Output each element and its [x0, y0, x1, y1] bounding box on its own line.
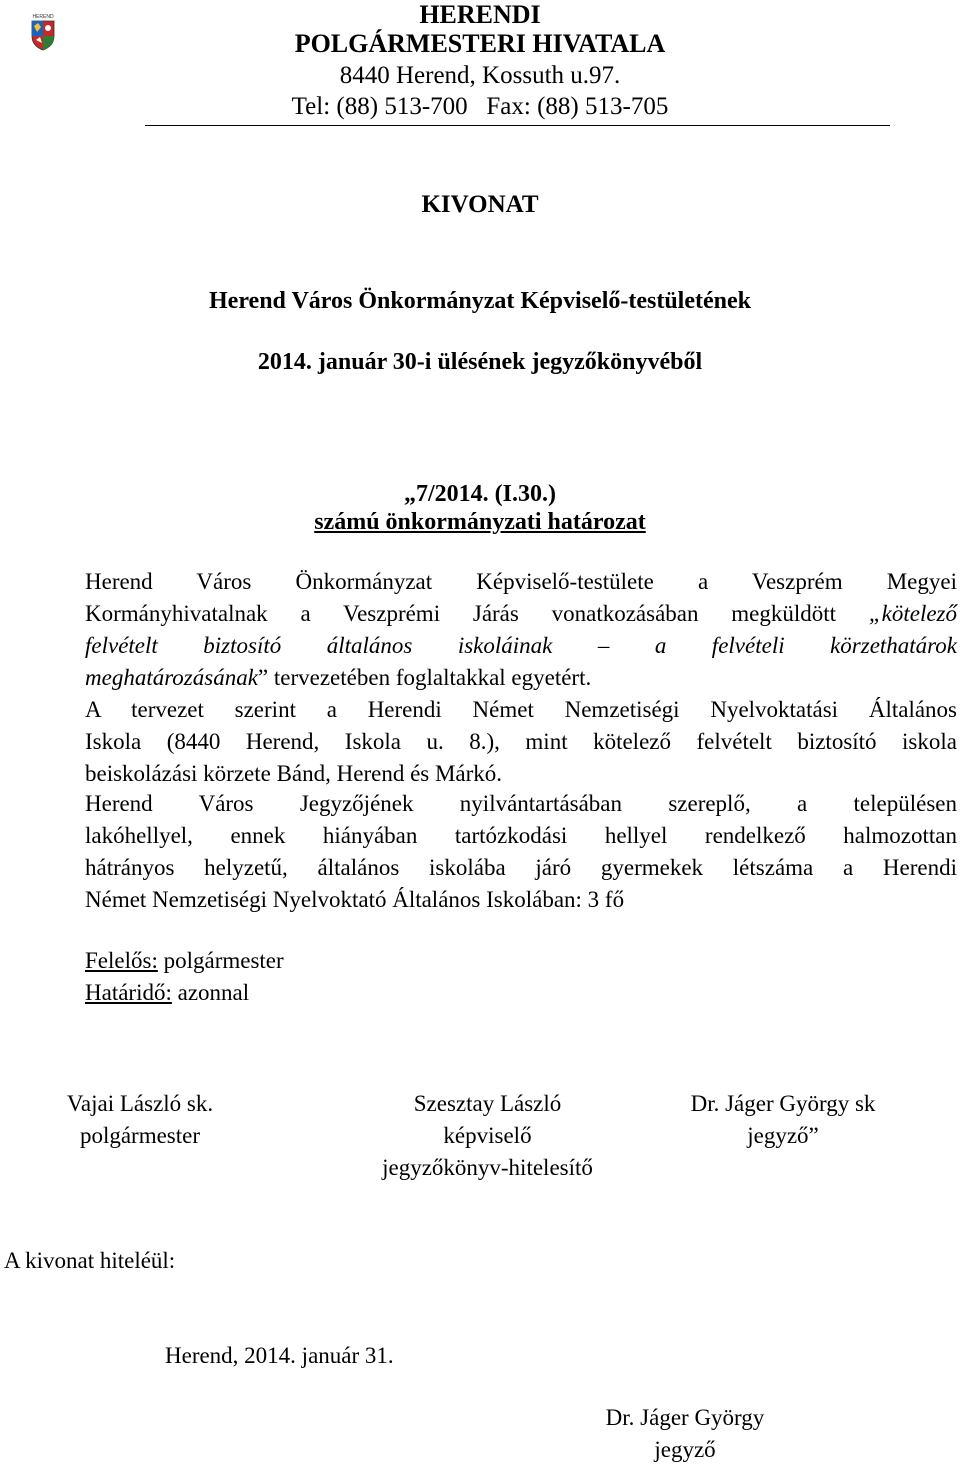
- resolution-paragraph-2: [85, 694, 957, 790]
- org-contact: Tel: (88) 513-700 Fax: (88) 513-705: [291, 93, 669, 120]
- resolution-paragraph-1: [85, 566, 957, 694]
- resolution-number: „7/2014. (I.30.): [404, 481, 556, 507]
- final-signature: [570, 1402, 800, 1466]
- header-divider: [145, 125, 890, 126]
- responsible-label: Felelős:: [85, 948, 158, 973]
- deadline-label: Határidő:: [85, 980, 172, 1005]
- org-address: 8440 Herend, Kossuth u.97.: [339, 62, 621, 89]
- signature-role: képviselő: [443, 1123, 532, 1148]
- resolution-paragraph-3: [85, 788, 957, 916]
- signature-role-secondary: jegyzőkönyv-hitelesítő: [382, 1155, 593, 1180]
- p1-line4: [85, 662, 957, 694]
- session-line: 2014. január 30-i ülésének jegyzőkönyvéből: [257, 349, 703, 375]
- responsible-value: polgármester: [157, 948, 284, 973]
- p3-line1: Herend Város Jegyzőjének nyilvántartásában szereplő, a településen: [85, 791, 957, 816]
- svg-text:HEREND: HEREND: [32, 14, 54, 20]
- p1-line3: felvételt biztosító általános iskoláinak – a felvételi körzethatárok: [85, 633, 957, 658]
- responsible-row: [85, 945, 284, 977]
- p1-line2: [85, 598, 957, 630]
- p3-line3: hátrányos helyzetű, általános iskolába járó gyermekek létszáma a Herendi: [85, 855, 957, 880]
- certification-text: A kivonat hiteléül:: [4, 1248, 176, 1273]
- signature-name: Szesztay László: [413, 1091, 562, 1116]
- org-name-line1: HERENDI: [419, 0, 541, 29]
- document-heading: KIVONAT: [421, 191, 539, 218]
- p2-line3: beiskolázási körzete Bánd, Herend és Márkó.: [85, 761, 503, 786]
- signature-role: jegyző”: [747, 1123, 819, 1148]
- p1-line1: Herend Város Önkormányzat Képviselő-testülete a Veszprém Megyei: [85, 569, 957, 594]
- p1-line4-italic: meghatározásának: [85, 665, 258, 690]
- p1-line4-text: ” tervezetében foglaltakkal egyetért.: [257, 665, 592, 690]
- resolution-title: számú önkormányzati határozat: [314, 509, 646, 535]
- signature-name: Vajai László sk.: [66, 1091, 214, 1116]
- deadline-value: azonnal: [171, 980, 250, 1005]
- p3-line2: lakóhellyel, ennek hiányában tartózkodási hellyel rendelkező halmozottan: [85, 823, 957, 848]
- signature-role: polgármester: [79, 1123, 201, 1148]
- signature-name: Dr. Jáger György sk: [690, 1091, 876, 1116]
- p2-line1: A tervezet szerint a Herendi Német Nemzetiségi Nyelvoktatási Általános: [85, 697, 957, 722]
- p1-line2-text: Kormányhivatalnak a Veszprémi Járás vonatkozásában megküldött: [85, 601, 869, 626]
- body-name-line: Herend Város Önkormányzat Képviselő-testületének: [209, 288, 751, 314]
- signature-mayor: [50, 1088, 230, 1152]
- deadline-row: [85, 977, 249, 1009]
- p2-line2: Iskola (8440 Herend, Iskola u. 8.), mint kötelező felvételt biztosító iskola: [85, 729, 957, 754]
- final-signature-role: jegyző: [654, 1437, 716, 1462]
- signature-notary: [668, 1088, 898, 1152]
- org-name-line2: POLGÁRMESTERI HIVATALA: [294, 29, 666, 58]
- p3-line4: Német Nemzetiségi Nyelvoktató Általános Iskolában: 3 fő: [85, 887, 625, 912]
- place-date: Herend, 2014. január 31.: [165, 1343, 394, 1368]
- final-signature-name: Dr. Jáger György: [605, 1405, 765, 1430]
- p1-line2-italic: „kötelező: [868, 601, 957, 626]
- resolution-title-wrap: [0, 506, 960, 538]
- signature-representative: [345, 1088, 630, 1184]
